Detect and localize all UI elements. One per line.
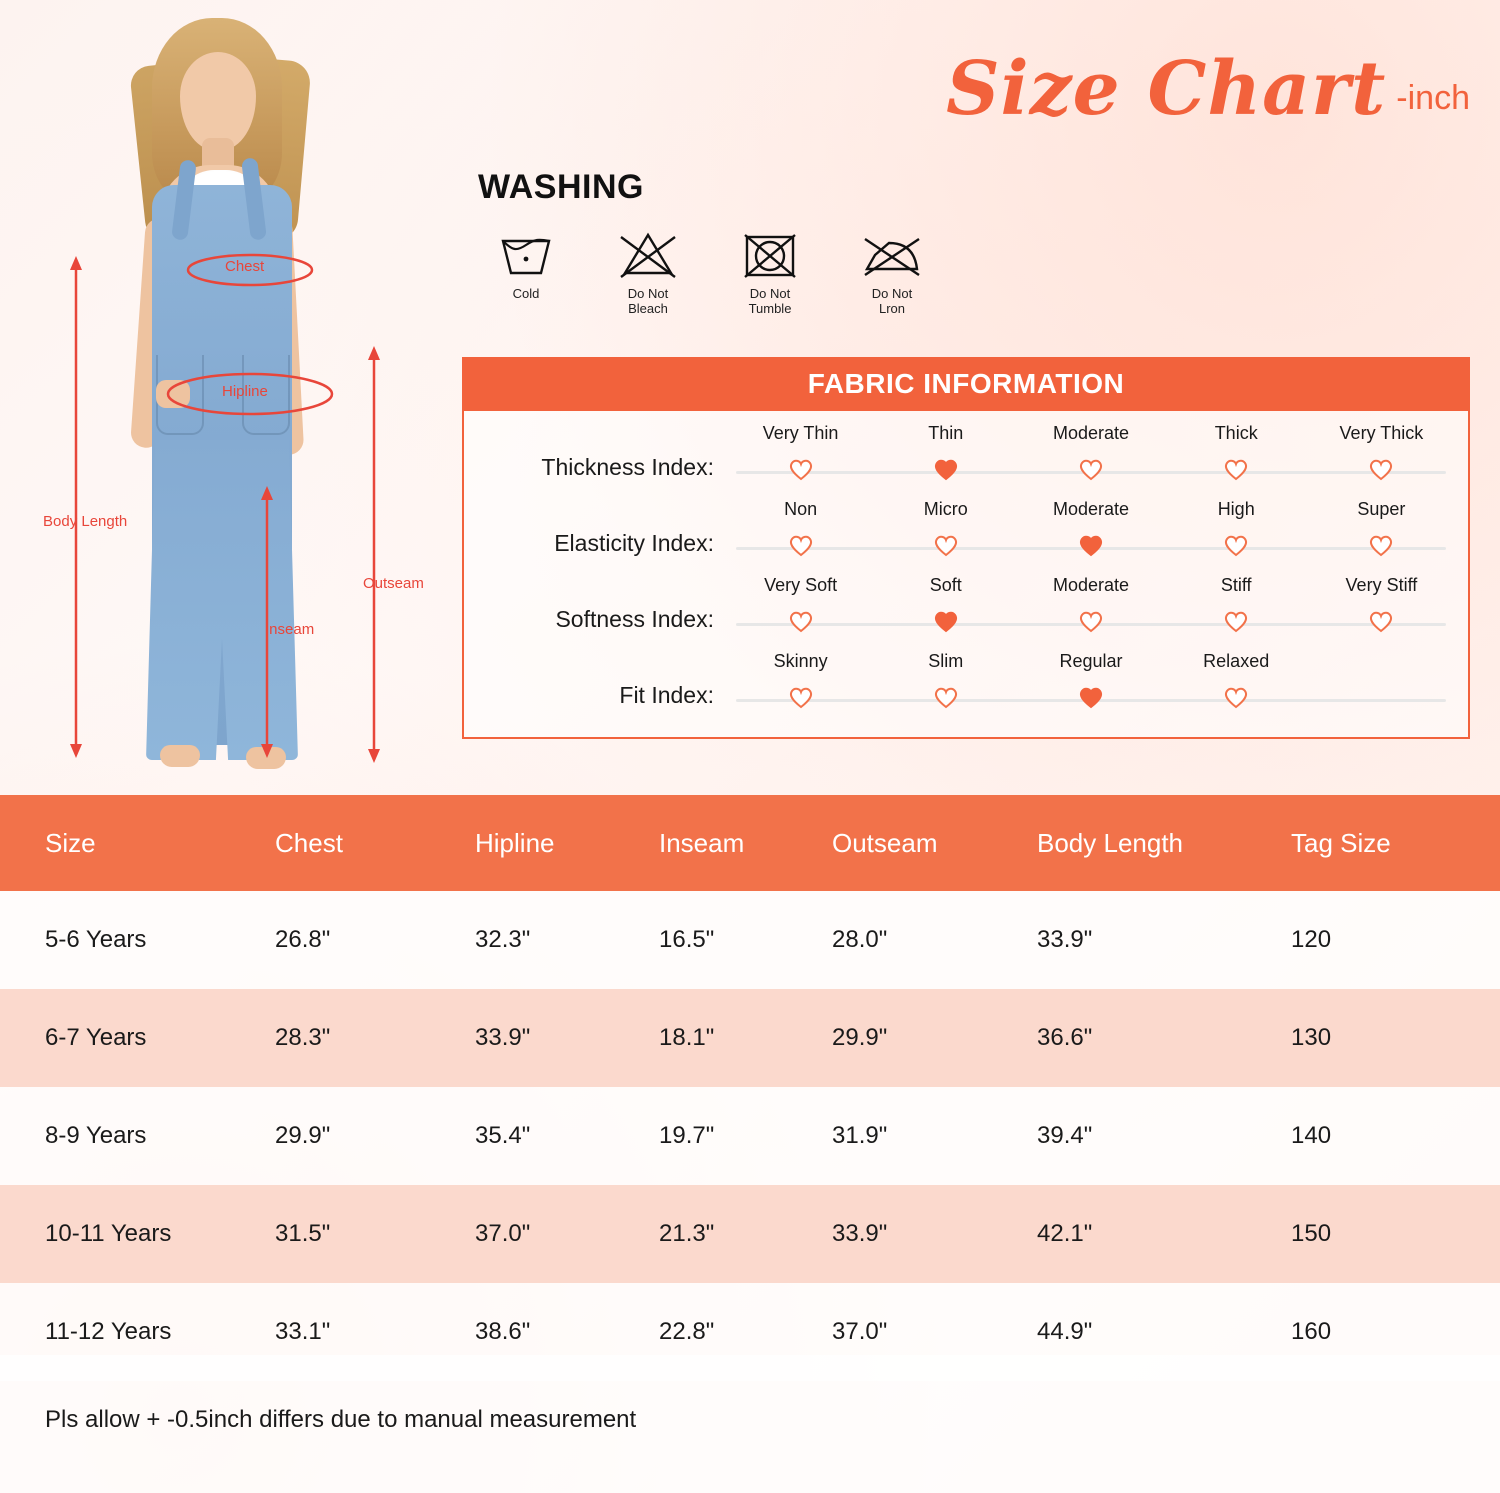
cell-size: 8-9 Years [45, 1122, 147, 1149]
size-table-body [0, 891, 1500, 1381]
cell-outseam: 33.9" [832, 1220, 888, 1247]
scale-point-2[interactable] [1018, 499, 1163, 557]
fabric-row-elasticity [478, 495, 1454, 571]
scale-point-label: High [1217, 499, 1255, 519]
heart-filled-icon [933, 457, 959, 481]
scale-point-label: Very Thin [762, 423, 839, 443]
scale-point-label: Relaxed [1203, 651, 1270, 671]
heart-outline-icon [933, 533, 959, 557]
cell-tag-size: 130 [1291, 1024, 1332, 1051]
cell-size: 5-6 Years [45, 926, 147, 953]
cell-hipline: 35.4" [475, 1122, 531, 1149]
scale-point-2[interactable] [1018, 423, 1163, 481]
wash-cold-icon [491, 225, 561, 281]
heart-outline-icon [788, 685, 814, 709]
washing-item-bleach [608, 225, 688, 317]
scale-point-1[interactable] [873, 651, 1018, 709]
scale-point-label: Skinny [773, 651, 828, 671]
fabric-row-thickness [478, 419, 1454, 495]
heart-filled-icon [933, 609, 959, 633]
scale-point-1[interactable] [873, 575, 1018, 633]
cell-inseam: 18.1" [659, 1024, 715, 1051]
do-not-tumble-icon [735, 225, 805, 281]
scale-point-label: Moderate [1052, 499, 1130, 519]
fabric-label-softness: Softness Index: [555, 606, 714, 632]
washing-caption-tumble: Do Not Tumble [748, 286, 792, 316]
cell-chest: 26.8" [275, 926, 331, 953]
scale-point-label: Very Stiff [1345, 575, 1418, 595]
scale-point-3[interactable] [1164, 575, 1309, 633]
washing-icon-list [478, 225, 998, 317]
fabric-label-fit: Fit Index: [619, 682, 714, 708]
scale-point-label: Moderate [1052, 423, 1130, 443]
scale-point-label: Slim [928, 651, 964, 671]
scale-point-0[interactable] [728, 651, 873, 709]
heart-outline-icon [1223, 533, 1249, 557]
fabric-information-panel [462, 357, 1470, 739]
scale-point-label: Stiff [1220, 575, 1252, 595]
scale-point-label: Regular [1059, 651, 1123, 671]
washing-caption-cold: Cold [512, 286, 540, 301]
cell-outseam: 31.9" [832, 1122, 888, 1149]
do-not-bleach-icon [613, 225, 683, 281]
label-body-length: Body Length [43, 513, 128, 530]
heart-outline-icon [1078, 609, 1104, 633]
scale-point-4[interactable] [1309, 575, 1454, 633]
col-header-hipline: Hipline [435, 795, 625, 891]
scale-point-label: Thin [928, 423, 964, 443]
cell-chest: 29.9" [275, 1122, 331, 1149]
cell-chest: 33.1" [275, 1318, 331, 1345]
cell-chest: 31.5" [275, 1220, 331, 1247]
cell-size: 11-12 Years [45, 1318, 172, 1345]
cell-inseam: 16.5" [659, 926, 715, 953]
heart-outline-icon [1223, 457, 1249, 481]
cell-inseam: 21.3" [659, 1220, 715, 1247]
col-header-body-length: Body Length [995, 795, 1255, 891]
cell-body-length: 33.9" [1037, 926, 1093, 953]
size-table [0, 795, 1500, 1381]
heart-filled-icon [1078, 533, 1104, 557]
cell-size: 10-11 Years [45, 1220, 172, 1247]
measurement-note: Pls allow + -0.5inch differs due to manual measurement [45, 1406, 637, 1433]
fabric-row-fit [478, 647, 1454, 723]
table-header-row [0, 795, 1500, 891]
scale-point-0[interactable] [728, 499, 873, 557]
heart-outline-icon [1223, 609, 1249, 633]
cell-body-length: 42.1" [1037, 1220, 1093, 1247]
cell-tag-size: 160 [1291, 1318, 1332, 1345]
heart-outline-icon [1368, 457, 1394, 481]
washing-caption-bleach: Do Not Bleach [627, 286, 669, 316]
cell-hipline: 37.0" [475, 1220, 531, 1247]
scale-point-2[interactable] [1018, 651, 1163, 709]
fabric-scale-thickness [728, 423, 1454, 495]
scale-point-label: Thick [1214, 423, 1258, 443]
cell-body-length: 44.9" [1037, 1318, 1093, 1345]
cell-hipline: 32.3" [475, 926, 531, 953]
scale-point-4[interactable] [1309, 499, 1454, 557]
label-hipline: Hipline [222, 383, 268, 400]
fabric-scale-elasticity [728, 499, 1454, 571]
scale-point-label: Soft [929, 575, 962, 595]
scale-point-label: Non [784, 499, 818, 519]
col-header-tag-size: Tag Size [1255, 795, 1500, 891]
heart-outline-icon [1078, 457, 1104, 481]
cell-tag-size: 140 [1291, 1122, 1332, 1149]
size-table-wrapper [0, 795, 1500, 1381]
cell-hipline: 38.6" [475, 1318, 531, 1345]
cell-size: 6-7 Years [45, 1024, 147, 1051]
cell-inseam: 19.7" [659, 1122, 715, 1149]
scale-point-label: Moderate [1052, 575, 1130, 595]
washing-heading: WASHING [478, 168, 644, 206]
cell-outseam: 28.0" [832, 926, 888, 953]
scale-point-label: Super [1357, 499, 1406, 519]
washing-item-iron [852, 225, 932, 317]
heart-outline-icon [788, 609, 814, 633]
title-main: Size Chart [946, 46, 1387, 132]
scale-point-label: Micro [923, 499, 968, 519]
table-row [0, 1087, 1500, 1185]
size-table-head [0, 795, 1500, 891]
washing-caption-iron: Do Not Lron [871, 286, 913, 316]
fabric-rows [464, 411, 1468, 737]
fabric-header: FABRIC INFORMATION [464, 359, 1468, 411]
fabric-label-thickness: Thickness Index: [541, 454, 714, 480]
scale-point-0[interactable] [728, 575, 873, 633]
cell-hipline: 33.9" [475, 1024, 531, 1051]
fabric-label-elasticity: Elasticity Index: [554, 530, 714, 556]
label-outseam: Outseam [363, 575, 424, 592]
scale-point-2[interactable] [1018, 575, 1163, 633]
heart-filled-icon [1078, 685, 1104, 709]
heart-outline-icon [1368, 609, 1394, 633]
title-unit: -inch [1396, 79, 1470, 117]
scale-point-3[interactable] [1164, 499, 1309, 557]
col-header-outseam: Outseam [800, 795, 995, 891]
page-title [946, 46, 1470, 132]
cell-tag-size: 150 [1291, 1220, 1332, 1247]
col-header-size: Size [0, 795, 235, 891]
do-not-iron-icon [857, 225, 927, 281]
label-inseam: Inseam [265, 621, 315, 638]
cell-inseam: 22.8" [659, 1318, 715, 1345]
cell-body-length: 39.4" [1037, 1122, 1093, 1149]
scale-point-4 [1309, 651, 1454, 709]
cell-outseam: 29.9" [832, 1024, 888, 1051]
cell-chest: 28.3" [275, 1024, 331, 1051]
cell-outseam: 37.0" [832, 1318, 888, 1345]
label-chest: Chest [225, 258, 265, 275]
table-row [0, 1185, 1500, 1283]
cell-body-length: 36.6" [1037, 1024, 1093, 1051]
table-row [0, 989, 1500, 1087]
washing-item-cold [486, 225, 566, 317]
heart-outline-icon [788, 533, 814, 557]
heart-outline-icon [1368, 533, 1394, 557]
scale-point-3[interactable] [1164, 423, 1309, 481]
col-header-chest: Chest [235, 795, 435, 891]
table-row [0, 891, 1500, 989]
washing-item-tumble [730, 225, 810, 317]
heart-outline-icon [1223, 685, 1249, 709]
heart-outline-icon [933, 685, 959, 709]
scale-point-1[interactable] [873, 423, 1018, 481]
heart-outline-icon [788, 457, 814, 481]
scale-point-4[interactable] [1309, 423, 1454, 481]
fabric-scale-softness [728, 575, 1454, 647]
scale-point-0[interactable] [728, 423, 873, 481]
scale-point-label [1309, 651, 1454, 677]
cell-tag-size: 120 [1291, 926, 1332, 953]
scale-point-3[interactable] [1164, 651, 1309, 709]
col-header-inseam: Inseam [625, 795, 800, 891]
scale-point-label: Very Thick [1339, 423, 1424, 443]
washing-section [478, 168, 998, 317]
scale-point-1[interactable] [873, 499, 1018, 557]
model-photo [0, 0, 460, 795]
fabric-row-softness [478, 571, 1454, 647]
scale-point-label: Very Soft [764, 575, 838, 595]
fabric-scale-fit [728, 651, 1454, 723]
